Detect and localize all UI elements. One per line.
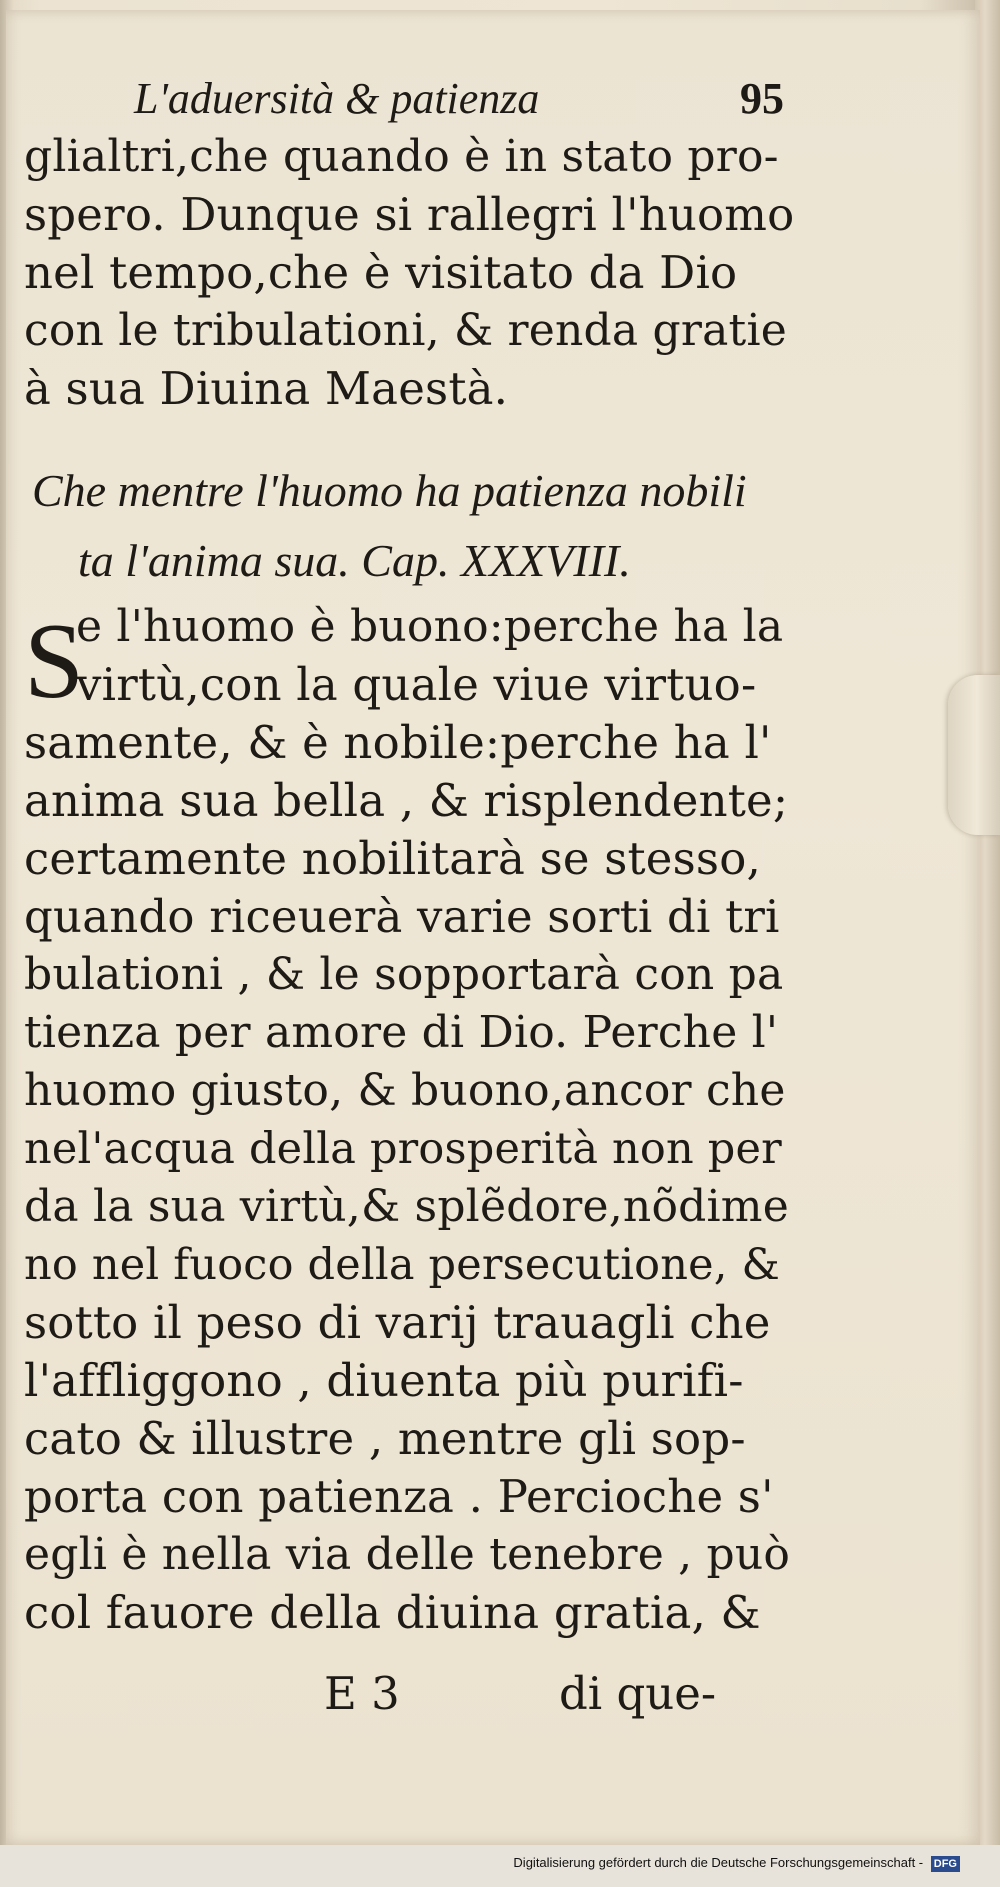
text-line: l'affliggono , diuenta più purifi- <box>24 1354 744 1407</box>
text-line: spero. Dunque si rallegri l'huomo <box>24 188 795 241</box>
text-line: certamente nobilitarà se stesso, <box>24 832 761 885</box>
text-line: e l'huomo è buono:perche ha la <box>76 601 784 652</box>
text-line: sotto il peso di varij trauagli che <box>24 1296 771 1349</box>
text-line: quando riceuerà varie sorti di tri <box>24 890 780 943</box>
text-line: nel tempo,che è visitato da Dio <box>24 246 738 299</box>
digitization-credit <box>513 1853 960 1873</box>
signature-mark: E 3 <box>324 1667 400 1720</box>
heading-line: ta l'anima sua. Cap. XXXVIII. <box>78 535 631 586</box>
heading-line: Che mentre l'huomo ha patienza nobili <box>32 465 747 516</box>
text-line: glialtri,che quando è in stato pro- <box>24 131 779 182</box>
running-head <box>134 70 824 128</box>
text-line: bulationi , & le sopportarà con pa <box>24 949 784 1000</box>
text-line: nel'acqua della prosperità non per <box>24 1124 782 1174</box>
text-line: samente, & è nobile:perche ha l' <box>24 716 772 769</box>
text-line: no nel fuoco della persecutione, & <box>24 1240 781 1290</box>
text-line: virtù,con la quale viue virtuo- <box>76 658 757 711</box>
text-line: porta con patienza . Percioche s' <box>24 1470 774 1523</box>
text-line: con le tribulationi, & renda gratie <box>24 305 787 356</box>
text-line: da la sua virtù,& splẽdore,nõdime <box>24 1181 789 1232</box>
text-line: à sua Diuina Maestà. <box>24 362 509 415</box>
page-number: 95 <box>740 74 784 123</box>
text-line: tienza per amore di Dio. Perche l' <box>24 1007 779 1058</box>
text-line: anima sua bella , & risplendente; <box>24 774 789 827</box>
text-line: egli è nella via delle tenebre , può <box>24 1529 791 1580</box>
running-head-title: L'aduersità & patienza <box>134 74 540 123</box>
page-clip <box>948 675 1000 835</box>
catchword: di que- <box>559 1667 717 1720</box>
dfg-logo: DFG <box>931 1856 960 1872</box>
text-line: col fauore della diuina gratia, & <box>24 1586 761 1639</box>
text-line: cato & illustre , mentre gli sop- <box>24 1412 746 1465</box>
text-line: huomo giusto, & buono,ancor che <box>24 1065 786 1116</box>
drop-cap: S <box>24 602 85 721</box>
credit-text: Digitalisierung gefördert durch die Deutsche Forschungsgemeinschaft - <box>513 1855 924 1870</box>
